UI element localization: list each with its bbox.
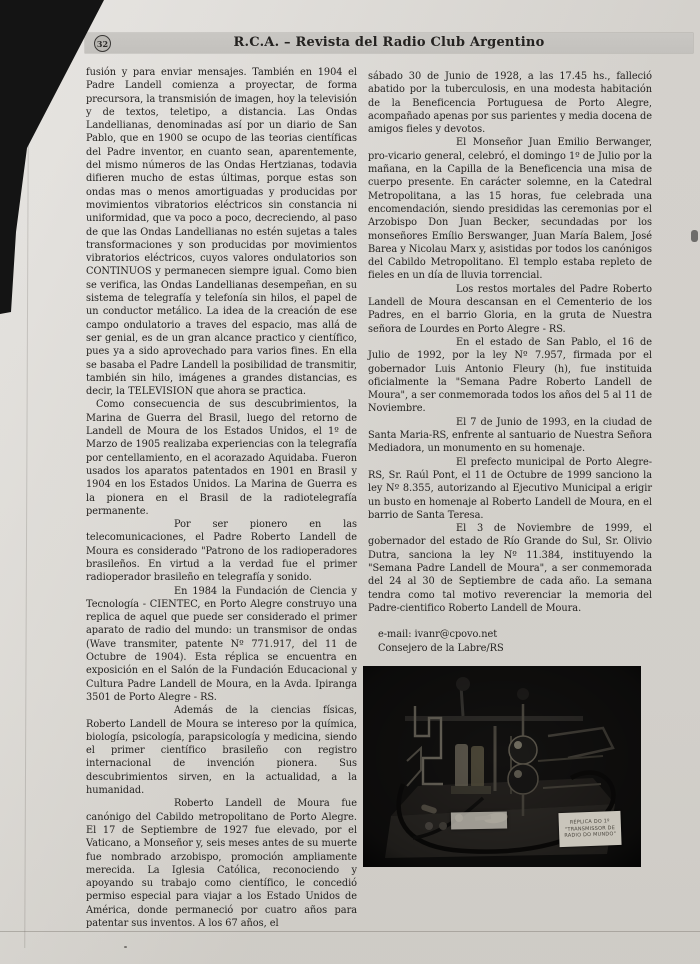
paragraph: Por ser pionero en las telecomunicaciones, el Padre Roberto Landell de Moura es considerado "Patrono de los radioperadores brasileños. En virtud a la verdad fue el primer radioperador brasileño en telegrafía y sonido. xyxy=(86,519,357,584)
transmitter-photo xyxy=(363,666,641,867)
paragraph: Además de la ciencias físicas, Roberto Landell de Moura se intereso por la química, biología, psicología, parapsicología y medicina, siendo el primer científico brasileño con registro internacional de invención pionera. Sus descubrimientos sirven, en la actualidad, a la humanidad. xyxy=(86,705,357,797)
ink-speck xyxy=(124,946,127,948)
paragraph: Los restos mortales del Padre Roberto Landell de Moura descansan en el Cementerio de los Padres, en el barrio Gloria, en la gruta de Nuestra señora de Lourdes en Porto Alegre - RS. xyxy=(368,283,652,335)
paragraph: Como consecuencia de sus descubrimientos, la Marina de Guerra del Brasil, luego del retorno de Landell de Moura de los Estados Unidos, el 1º de Marzo de 1905 realizaba experiencias con la telegrafía por centellamiento, en el acorazado Aquidaba. Fueron usados los aparatos patentados en 1901 en Brasil y 1904 en los Estados Unidos. La Marina de Guerra es la pionera en el Brasil de la radiotelegrafía permanente. xyxy=(86,399,357,517)
email-line: e-mail: ivanr@cpovo.net xyxy=(378,629,498,641)
signature-line: Consejero de la Labre/RS xyxy=(378,642,504,654)
paragraph: El 3 de Noviembre de 1999, el gobernador del estado de Río Grande do Sul, Sr. Olivio Dutra, sanciona la ley Nº 11.384, instituyendo la "Semana Padre Landell de Moura", a ser conmemorada del 24 al 30 de Septiembre de cada año. La semana tendra como tal motivo reverenciar la memoria del Padre-cientifico Roberto Landell de Moura. xyxy=(368,523,652,614)
plaque-line-2: "TRANSMISSOR DE xyxy=(564,825,616,833)
replica-caption-plaque xyxy=(558,811,621,847)
page-number-badge: 32 xyxy=(94,35,111,52)
paragraph: En el estado de San Pablo, el 16 de Julio de 1992, por la ley Nº 7.957, firmada por el gobernador Luis Antonio Fleury (h), fue instituida oficialmente la "Semana Padre Roberto Landell de Moura", a ser conmemorada todos los años del 5 al 11 de Noviembre. xyxy=(368,336,652,415)
paragraph: El 7 de Junio de 1993, en la ciudad de Santa Maria-RS, enfrente al santuario de Nuestra Señora Mediadora, un monumento en su homenaje. xyxy=(368,416,652,455)
small-plaque xyxy=(451,812,507,830)
paragraph: En 1984 la Fundación de Ciencia y Tecnología - CIENTEC, en Porto Alegre construyo una replica de aquel que puede ser considerado el primer aparato de radio del mundo: un transmisor de ondas (Wave transmiter, patente Nº 771.917, del 11 de Octubre de 1904). Esta réplica se encuentra en exposición en el Salón de la Fundación Educacional y Cultura Padre Landell de Moura, en la Avda. Ipiranga 3501 de Porto Alegre - RS. xyxy=(86,585,357,703)
right-text-column xyxy=(368,70,652,867)
paragraph: sábado 30 de Junio de 1928, a las 17.45 hs., falleció abatido por la tuberculosis, en una modesta habitación de la Beneficencia Portuguesa de Porto Alegre, acompañado apenas por sus parientes y media docena de amigos fieles y devotos. xyxy=(368,71,652,136)
scan-corner-artifact xyxy=(0,0,110,318)
paragraph: El Monseñor Juan Emilio Berwanger, pro-vicario general, celebró, el domingo 1º de Julio por la mañana, en la Capilla de la Beneficencia una misa de cuerpo presente. En carácter solemne, en la Catedral Metropolitana, a las 15 horas, fue celebrada una encomendación, siendo presididas las ceremonias por el Arzobispo Don Juan Becker, secundadas por los monseñores Emílio Berswanger, Juan María Balem, José Barea y Nicolau Marx y, asistidas por todos los canónigos del Cabildo Metropolitano. El templo estaba repleto de fieles en un día de lluvia torrencial. xyxy=(368,137,652,282)
edge-smudge xyxy=(691,230,698,242)
page-header-bar xyxy=(85,33,693,53)
right-column-paragraphs xyxy=(368,70,652,615)
paragraph: Roberto Landell de Moura fue canónigo del Cabildo metropolitano de Porto Alegre. El 17 de Septiembre de 1927 fue elevado, por el Vaticano, a Monseñor y, seis meses antes de su muerte fue nombrado arzobispo, promoción ampliamente merecida. La Iglesia Católica, reconociendo y apoyando su trabajo como científico, le concedió permiso especial para viajar a los Estado Unidos de América, donde permaneció por cuatro años para patentar sus inventos. A los 67 años, el xyxy=(86,798,357,929)
plaque-line-1: RÉPLICA DO 1º xyxy=(569,818,610,827)
scan-line-artifact xyxy=(0,931,700,932)
paragraph: El prefecto municipal de Porto Alegre-RS, Sr. Raúl Pont, el 11 de Octubre de 1999 sanciono la ley Nº 8.355, autorizando al Ejecutivo Municipal a erigir un busto en homenaje al Roberto Landell de Moura, en el barrio de Santa Teresa. xyxy=(368,456,652,521)
journal-title: R.C.A. – Revista del Radio Club Argentino xyxy=(233,35,545,50)
paragraph: fusión y para enviar mensajes. También en 1904 el Padre Landell comienza a proyectar, de forma precursora, la transmisión de imagen, hoy la televisión y de textos, teletipo, a distancia. Las Ondas Landellianas, denominadas así por un diario de San Pablo, que en 1900 se ocupo de las teorias científicas del Padre inventor, en cuanto sean, aparentemente, del mismo números de las Ondas Hertzianas, todavia difieren mucho de estas últimas, porque estas son ondas mas o menos amortiguadas y producidas por movimientos vibratorios eléctricos sin constancia ni uniformidad, que va poco a poco, decreciendo, al paso de que las Ondas Landellianas no estén sujetas a tales transformaciones y son producidas por movimientos vibratorios eléctricos, cuyos valores ondulatorios son CONTINUOS y permanecen siempre igual. Como bien se verifica, las Ondas Landellianas desempeñan, en su sistema de telegrafía y telefonía sin hilos, el papel de un conductor metálico. La idea de la creación de ese campo ondulatorio a traves del espacio, mas allá de ser genial, es de un gran alcance practico y científico, pues ya a sido aprovechado para varios fines. En ella se basaba el Padre Landell la posibilidad de transmitir, también sin hilo, imágenes a grandes distancias, es decir, la TELEVISION que ahora se practica. xyxy=(86,67,357,398)
contact-block xyxy=(378,628,652,655)
plaque-line-3: RADIO DO MUNDO" xyxy=(564,831,617,840)
left-text-column xyxy=(86,66,357,930)
